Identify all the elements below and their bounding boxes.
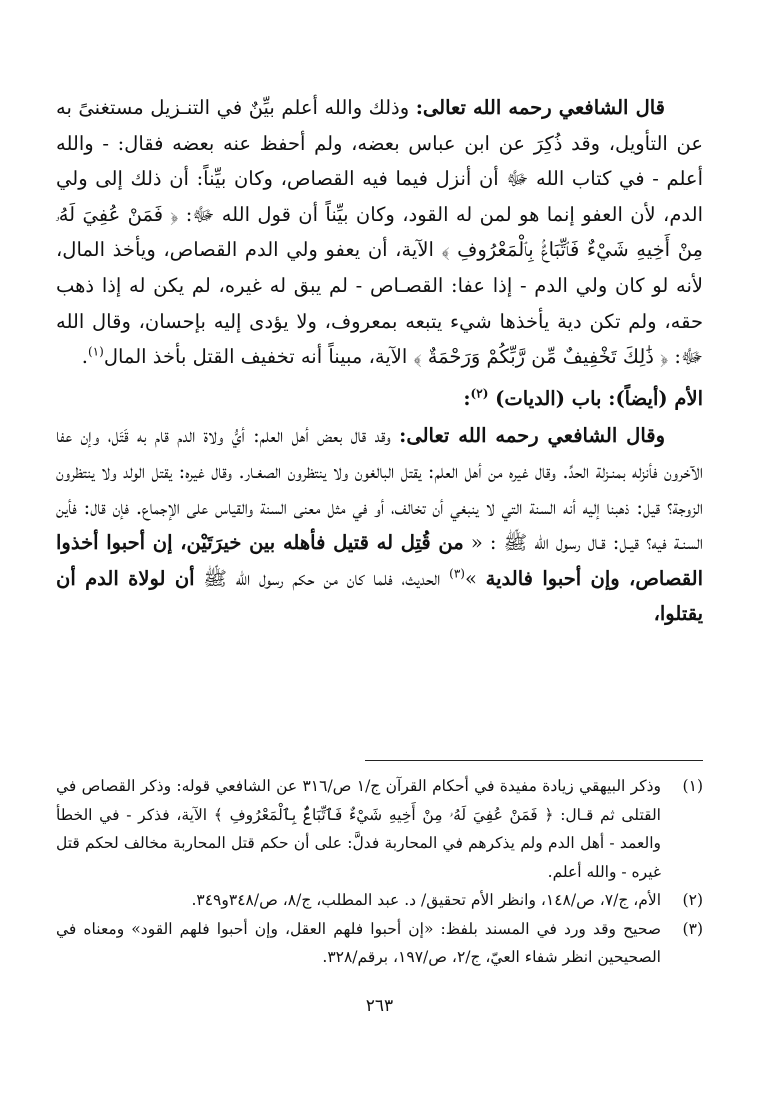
footnote-3 [56,915,703,972]
footnote-number: (٣) [682,919,703,938]
footnote-ref-3[interactable]: (٣) [449,566,465,581]
section-heading [56,381,703,417]
footnote-ref-1[interactable]: (١) [87,344,104,359]
paragraph-shafii-2 [56,418,703,632]
hadith-quote: من قُتِل له قتيل فأهله بين خيرَتَيْن، إن أحبوا أخذوا القصاص، وإن أحبوا فالدية [56,531,703,590]
section-heading-text: الأم (أيضاً): باب (الديات) [495,386,703,410]
page-number: ٢٦٣ [365,996,394,1016]
hadith-close: » [464,566,477,590]
paragraph-end: . [81,345,88,369]
paragraph-text: وذلك والله أعلم بيِّنٌ في التنـزيل مستغنىً به عن التأويل، وقد ذُكِرَ عن ابن عباس بعضه، ولم أحفظ عنه بعضه فقال: - والله أعلم - في كتاب الله ﷻ أن أنزل فيما فيه القصاص، وكان بيِّناً: أن ذلك إلى ولي الدم، لأن العفو إنما هو لمن له القود، وكان بيِّناً أن قول الله ﷻ: ﴿ فَمَنْ عُفِيَ لَهُۥ مِنْ أَخِيهِ شَيْءٌ فَٱتِّبَاعٌۢ بِٱلْمَعْرُوفِ ﴾ الآية، أن يعفو ولي الدم القصاص، ويأخذ المال، لأنه لو كان ولي الدم - إذا عفا: القصـاص - لم يبق له غيره، لم يكن له إذا ذهب حقه، ولم تكن دية يأخذها شيء يتبعه بمعروف، ولا يؤدى إليه بإحسان، وقال الله ﷻ: ﴿ ذَٰلِكَ تَخْفِيفٌ مِّن رَّبِّكُمْ وَرَحْمَةٌ ﴾ الآية، مبيناً أنه تخفيف القتل بأخذ المال [56,96,703,369]
footnote-ref-2[interactable]: (٢) [470,386,489,401]
footnote-2 [56,886,703,915]
main-text [56,90,703,632]
section-heading-end: : [463,386,471,410]
footnote-text: وذكر البيهقي زيادة مفيدة في أحكام القرآن ج/١ ص/٣١٦ عن الشافعي قوله: وذكر القصاص في القتلى ثم قـال: ﴿ فَمَنْ عُفِيَ لَهُۥ مِنْ أَخِيهِ شَيْءٌ فَٱتِّبَاعٌۢ بِٱلْمَعْرُوفِ ﴾ الآية، فذكر - في الخطأ والعمد - أهل الدم ولم يذكرهم في المحاربة فدلَّ: على أن حكم قتل المحاربة مخالف لحكم قتل غيره - والله أعلم. [56,777,662,881]
paragraph-text-continued: الحديث، فلما كان من حكم رسول الله ﷺ [203,566,441,590]
bold-clause: أن لولاة الدم أن يقتلوا، [56,566,703,626]
footnote-number: (٢) [682,891,703,909]
footnote-text: الأم، ج/٧، ص/١٤٨، وانظر الأم تحقيق/ د. عبد المطلب، ج/٨، ص/٣٤٨و٣٤٩. [191,891,661,909]
footnotes [56,772,703,972]
speaker-lead: وقال الشافعي رحمه الله تعالى: [399,424,666,448]
paragraph-text: وقد قال بعض أهل العلم: أيُّ ولاة الدم قام به قَتَل، وإن عفا الآخرون فأنزله بمنـزلة الحدِّ. وقال غيره من أهل العلم: يقتل البالغون ولا ينتظرون الصغـار. وقال غيره: يقتل الولد ولا ينتظرون الزوجة؟ قيل: ذهبنا إليه أنه السنة التي لا ينبغي أن تخالف، أو في مثل معنى السنة والقياس على الإجماع. فإن قال: فأين السنـة فيه؟ قيـل: قـال رسول الله ﷺ : « [56,424,703,555]
footnote-1 [56,772,703,886]
footnote-number: (١) [682,777,703,795]
footnote-separator [365,760,703,761]
paragraph-shafii-1 [56,90,703,375]
speaker-lead: قال الشافعي رحمه الله تعالى: [415,96,665,119]
footnote-text: صحيح وقد ورد في المسند بلفظ: «إن أحبوا فلهم العقل، وإن أحبوا فلهم القود» ومعناه في الصحيحين انظر شفاء العيّ، ج/٢، ص/١٩٧، برقم/٣٢٨. [56,919,661,966]
